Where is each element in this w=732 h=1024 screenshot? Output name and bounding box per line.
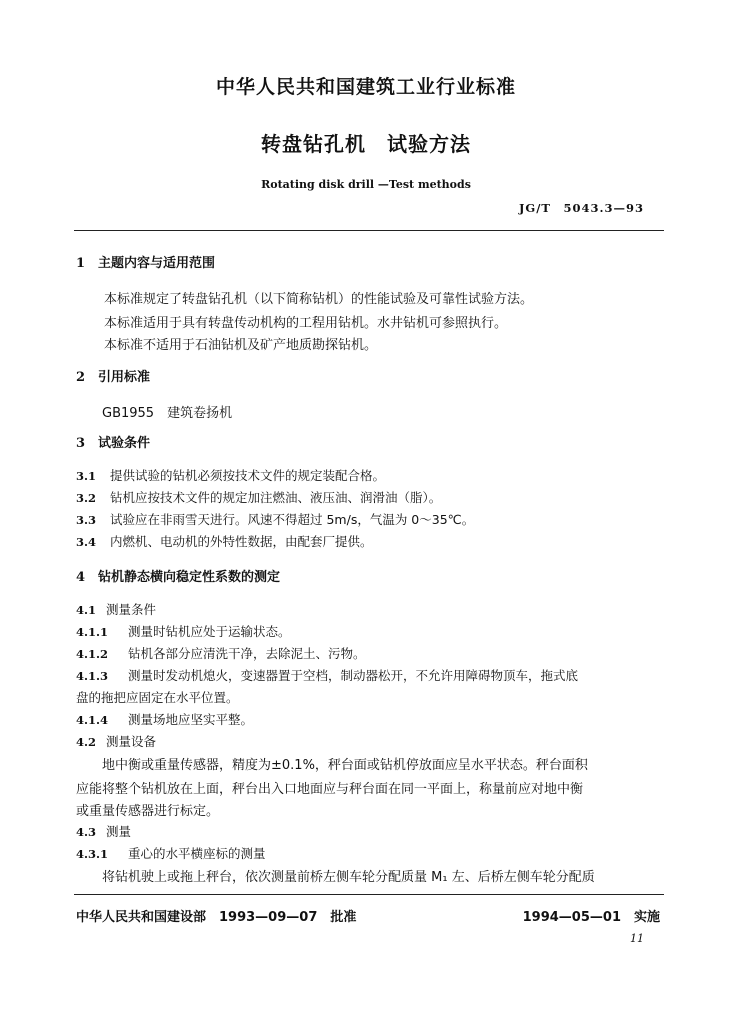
clause-number: 4.3	[76, 825, 97, 839]
clause-text: 测量场地应坚实平整。	[128, 712, 254, 727]
paragraph: 本标准不适用于石油钻机及矿产地质勘探钻机。	[104, 338, 378, 353]
header-divider	[74, 230, 664, 231]
clause-3-2	[76, 488, 441, 506]
section-4-heading	[76, 566, 280, 585]
clause-3-1	[76, 466, 385, 484]
clause-4-1-2	[76, 644, 366, 662]
paragraph: 或重量传感器进行标定。	[76, 804, 220, 819]
clause-text: 内燃机、电动机的外特性数据，由配套厂提供。	[110, 534, 373, 549]
clause-text: 重心的水平横座标的测量	[128, 846, 266, 861]
clause-number: 4.1.3	[76, 669, 109, 683]
clause-number: 4.3.1	[76, 847, 109, 861]
clause-number: 3.4	[76, 535, 97, 549]
clause-text: 试验应在非雨雪天进行。风速不得超过 5m/s，气温为 0～35℃。	[110, 512, 475, 527]
page-number: 11	[630, 932, 644, 945]
clause-4-3	[76, 822, 131, 840]
standard-code: JG/T 5043.3—93	[518, 201, 644, 215]
standard-category-header: 中华人民共和国建筑工业行业标准	[215, 76, 516, 98]
clause-number: 4.1.2	[76, 647, 109, 661]
paragraph: 本标准适用于具有转盘传动机构的工程用钻机。水井钻机可参照执行。	[104, 316, 508, 331]
clause-text: 测量时钻机应处于运输状态。	[128, 624, 291, 639]
clause-4-1-3-continuation: 盘的拖把应固定在水平位置。	[76, 690, 239, 705]
clause-4-2	[76, 732, 156, 750]
clause-text: 测量时发动机熄火，变速器置于空档，制动器松开，不允许用障碍物顶车，拖式底	[128, 668, 579, 683]
section-title: 钻机静态横向稳定性系数的测定	[98, 570, 281, 585]
paragraph: 应能将整个钻机放在上面，秤台出入口地面应与秤台面在同一平面上，称量前应对地中衡	[76, 782, 584, 797]
clause-3-3	[76, 510, 474, 528]
section-title: 引用标准	[98, 370, 151, 385]
clause-number: 4.1.4	[76, 713, 109, 727]
clause-number: 4.1	[76, 603, 97, 617]
section-number: 4	[76, 570, 86, 585]
document-title-english: Rotating disk drill —Test methods	[261, 178, 471, 191]
section-1-heading	[76, 252, 215, 271]
clause-text: 钻机各部分应清洗干净，去除泥土、污物。	[128, 646, 366, 661]
document-title: 转盘钻孔机 试验方法	[261, 132, 471, 156]
clause-text: 测量设备	[106, 734, 157, 749]
section-3-heading	[76, 432, 150, 451]
clause-4-3-1	[76, 844, 266, 862]
effective-date: 1994—05—01 实施	[522, 910, 660, 925]
section-number: 1	[76, 256, 86, 271]
clause-4-1-1	[76, 622, 291, 640]
clause-3-4	[76, 532, 373, 550]
clause-text: 钻机应按技术文件的规定加注燃油、液压油、润滑油（脂）。	[110, 490, 442, 505]
section-title: 主题内容与适用范围	[98, 256, 216, 271]
paragraph: 地中衡或重量传感器，精度为±0.1%，秤台面或钻机停放面应呈水平状态。秤台面积	[102, 758, 588, 773]
clause-text: 测量条件	[106, 602, 157, 617]
clause-text: 测量	[106, 824, 132, 839]
section-number: 3	[76, 436, 86, 451]
clause-4-1-4	[76, 710, 253, 728]
clause-number: 3.3	[76, 513, 97, 527]
section-2-heading	[76, 366, 150, 385]
reference-standard: GB1955 建筑卷扬机	[102, 406, 233, 421]
clause-text: 提供试验的钻机必须按技术文件的规定装配合格。	[110, 468, 386, 483]
footer-divider	[74, 894, 664, 895]
clause-number: 3.1	[76, 469, 97, 483]
clause-number: 4.2	[76, 735, 97, 749]
section-title: 试验条件	[98, 436, 151, 451]
clause-number: 4.1.1	[76, 625, 109, 639]
paragraph: 将钻机驶上或拖上秤台，依次测量前桥左侧车轮分配质量 M₁ 左、后桥左侧车轮分配质	[102, 870, 595, 885]
clause-4-1-3	[76, 666, 578, 684]
clause-number: 3.2	[76, 491, 97, 505]
section-number: 2	[76, 370, 86, 385]
clause-4-1	[76, 600, 156, 618]
approval-issuer: 中华人民共和国建设部 1993—09—07 批准	[76, 910, 357, 925]
paragraph: 本标准规定了转盘钻孔机（以下简称钻机）的性能试验及可靠性试验方法。	[104, 292, 534, 307]
